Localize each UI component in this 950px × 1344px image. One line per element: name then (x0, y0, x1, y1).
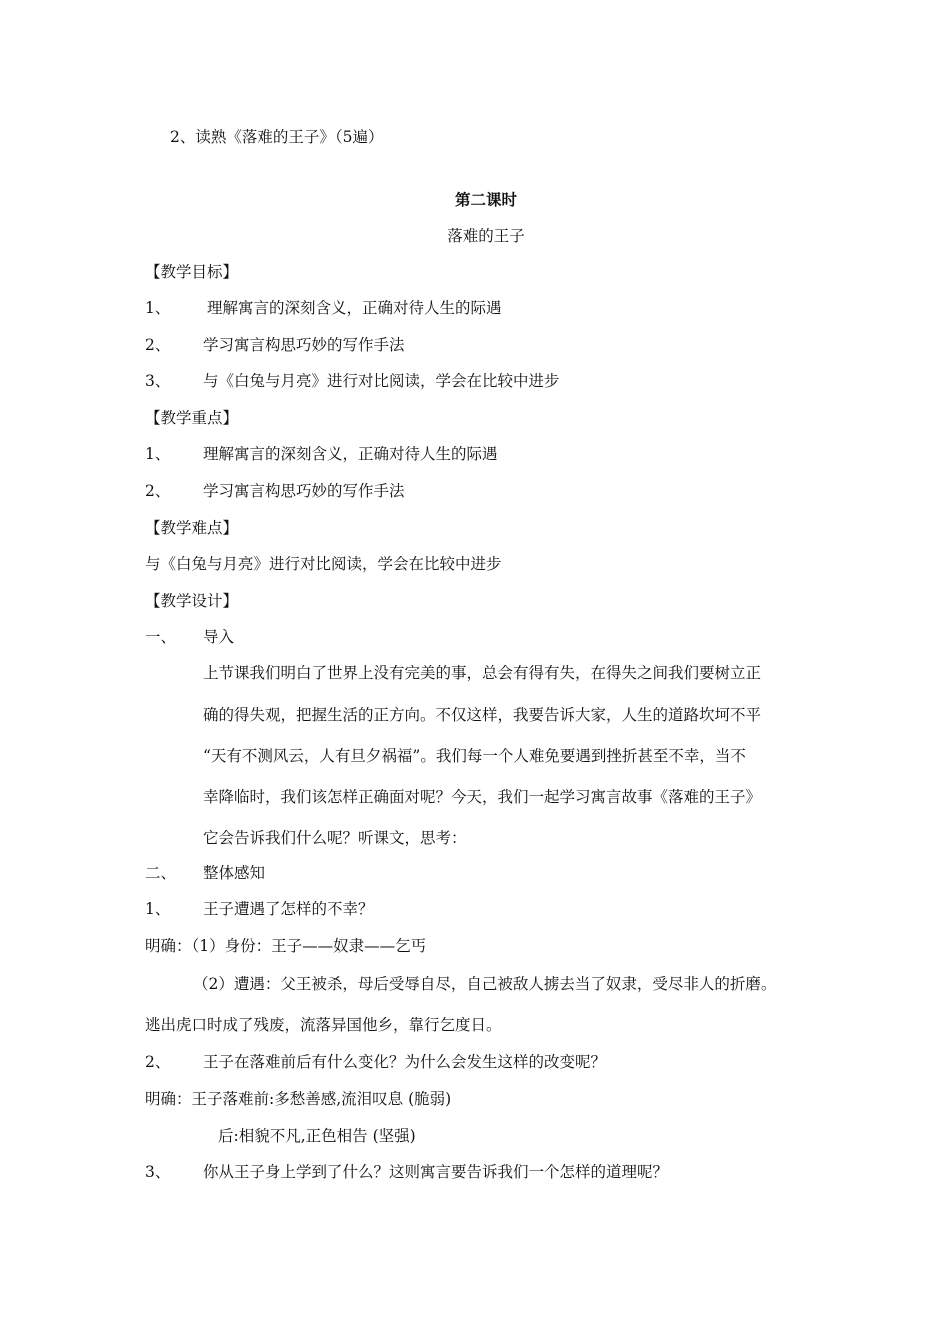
section-heading (145, 627, 234, 647)
question-number: 1、 (145, 900, 171, 918)
intro-paragraph-line: 幸降临时，我们该怎样正确面对呢？今天，我们一起学习寓言故事《落难的王子》 (203, 788, 762, 806)
question-text: 你从王子身上学到了什么？这则寓言要告诉我们一个怎样的道理呢？ (203, 1163, 669, 1181)
objective-number: 3、 (145, 372, 171, 390)
objectives-heading: 【教学目标】 (145, 263, 239, 281)
answer-line: 逃出虎口时成了残废，流落异国他乡，靠行乞度日。 (145, 1016, 502, 1034)
design-heading: 【教学设计】 (145, 592, 239, 610)
section-number: 一、 (145, 628, 177, 646)
answer-line: 明确：（1）身份：王子——奴隶——乞丐 (145, 937, 427, 955)
section-title: 导入 (203, 628, 235, 646)
key-point-text: 学习寓言构思巧妙的写作手法 (203, 482, 405, 500)
key-point-item (145, 444, 498, 464)
intro-paragraph-line: “天有不测风云，人有旦夕祸福”。我们每一个人难免要遇到挫折甚至不幸，当不 (203, 747, 746, 765)
objective-item (145, 298, 502, 318)
answer-line: 后:相貌不凡,正色相告 (坚强) (218, 1127, 416, 1145)
question-number: 2、 (145, 1053, 171, 1071)
question-text: 王子在落难前后有什么变化？为什么会发生这样的改变呢？ (203, 1053, 607, 1071)
key-point-number: 1、 (145, 445, 171, 463)
objective-item (145, 371, 560, 391)
section-title: 整体感知 (203, 864, 266, 882)
reading-task: 2、读熟《落难的王子》（5遍） (170, 128, 384, 146)
intro-paragraph-line: 上节课我们明白了世界上没有完美的事，总会有得有失，在得失之间我们要树立正 (203, 664, 762, 682)
question-item (145, 1162, 668, 1182)
answer-line: （2）遭遇：父王被杀，母后受辱自尽，自己被敌人掳去当了奴隶，受尽非人的折磨。 (193, 975, 777, 993)
objective-text: 理解寓言的深刻含义，正确对待人生的际遇 (207, 299, 502, 317)
objective-number: 2、 (145, 336, 171, 354)
question-text: 王子遭遇了怎样的不幸？ (203, 900, 374, 918)
key-point-number: 2、 (145, 482, 171, 500)
intro-paragraph-line: 它会告诉我们什么呢？听课文，思考： (203, 829, 467, 847)
intro-paragraph-line: 确的得失观，把握生活的正方向。不仅这样，我要告诉大家，人生的道路坎坷不平 (203, 706, 762, 724)
key-point-item (145, 481, 405, 501)
section-number: 二、 (145, 864, 177, 882)
difficulties-heading: 【教学难点】 (145, 519, 239, 537)
lesson-subtitle: 落难的王子 (447, 227, 525, 245)
question-item (145, 1052, 606, 1072)
lesson-title: 第二课时 (454, 190, 517, 209)
difficulties-text: 与《白兔与月亮》进行对比阅读，学会在比较中进步 (145, 555, 502, 573)
answer-line: 明确：王子落难前:多愁善感,流泪叹息 (脆弱) (145, 1090, 452, 1108)
key-points-heading: 【教学重点】 (145, 409, 239, 427)
key-point-text: 理解寓言的深刻含义，正确对待人生的际遇 (203, 445, 498, 463)
objective-number: 1、 (145, 299, 171, 317)
question-item (145, 899, 374, 919)
objective-text: 与《白兔与月亮》进行对比阅读，学会在比较中进步 (203, 372, 560, 390)
question-number: 3、 (145, 1163, 171, 1181)
section-heading (145, 863, 265, 883)
objective-item (145, 335, 405, 355)
objective-text: 学习寓言构思巧妙的写作手法 (203, 336, 405, 354)
